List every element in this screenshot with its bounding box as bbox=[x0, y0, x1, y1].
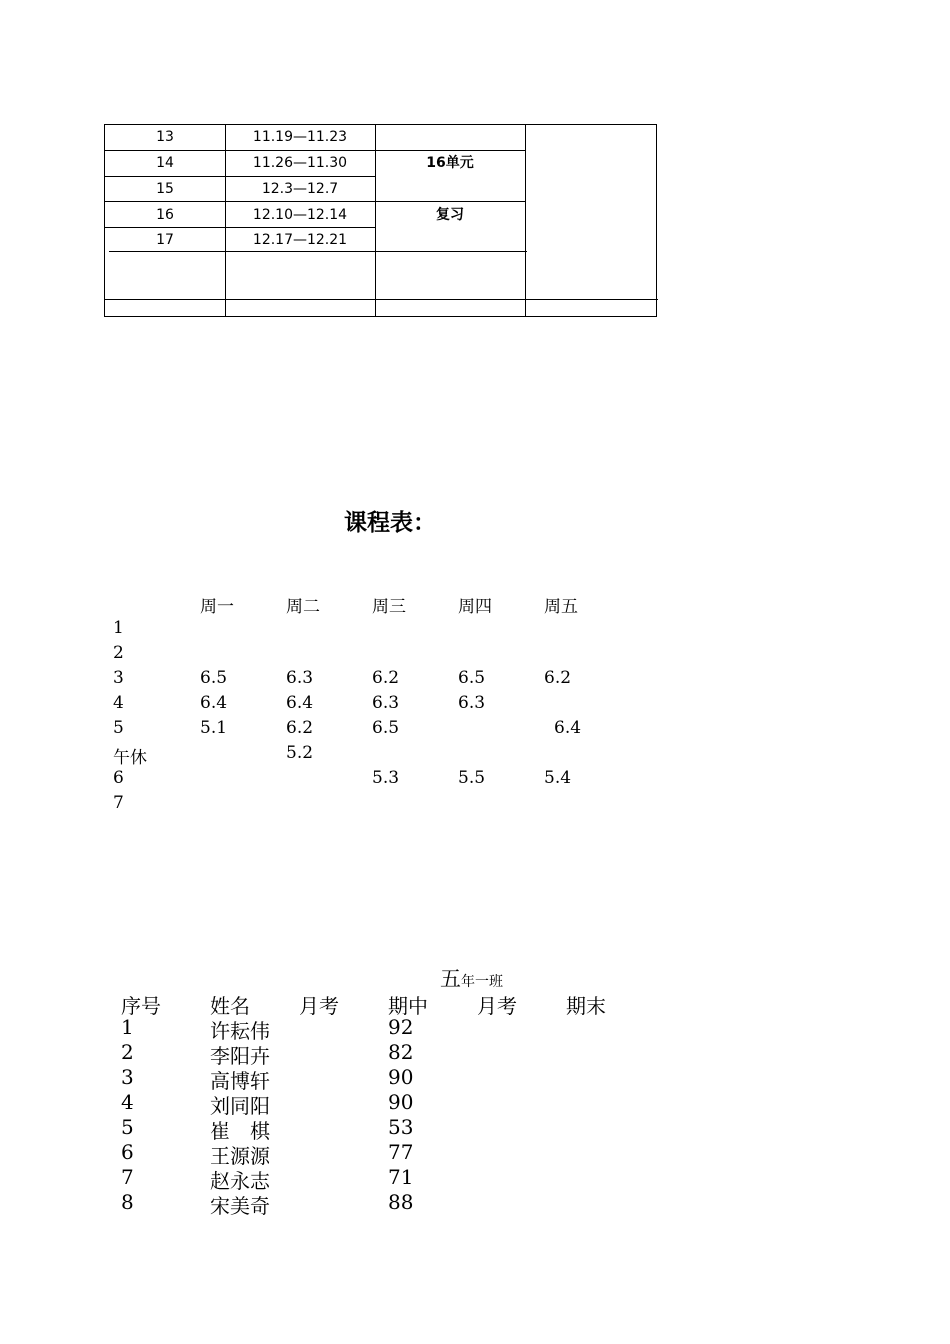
student-midterm: 90 bbox=[388, 1090, 414, 1114]
student-number: 5 bbox=[121, 1115, 134, 1139]
row-divider bbox=[105, 201, 525, 202]
schedule-cell: 6.4 bbox=[554, 718, 582, 738]
schedule-cell: 6.3 bbox=[458, 693, 486, 713]
student-number: 7 bbox=[121, 1165, 134, 1189]
period-label: 3 bbox=[113, 668, 124, 688]
student-number: 3 bbox=[121, 1065, 134, 1089]
date-range-cell: 12.17—12.21 bbox=[252, 232, 348, 248]
schedule-cell: 5.5 bbox=[458, 768, 486, 788]
schedule-header: 周三 bbox=[372, 597, 406, 617]
schedule-header: 周一 bbox=[200, 597, 234, 617]
schedule-header: 周二 bbox=[286, 597, 320, 617]
period-label: 5 bbox=[113, 718, 124, 738]
column-divider bbox=[525, 125, 526, 316]
period-label: 4 bbox=[113, 693, 124, 713]
grade-header: 序号 bbox=[121, 994, 161, 1018]
week-cell: 16 bbox=[156, 207, 174, 223]
student-name: 许耘伟 bbox=[210, 1019, 270, 1043]
grade-header: 期中 bbox=[388, 994, 428, 1018]
content-review-cell: 复习 bbox=[436, 207, 464, 223]
period-label: 7 bbox=[113, 793, 124, 813]
schedule-cell: 6.2 bbox=[286, 718, 314, 738]
row-divider bbox=[105, 299, 658, 300]
student-number: 1 bbox=[121, 1015, 134, 1039]
class-title bbox=[440, 963, 503, 993]
date-range-cell: 12.10—12.14 bbox=[252, 207, 348, 223]
week-cell: 14 bbox=[156, 155, 174, 171]
schedule-cell: 6.2 bbox=[372, 668, 400, 688]
row-divider bbox=[105, 176, 375, 177]
week-cell: 17 bbox=[156, 232, 174, 248]
schedule-cell: 6.5 bbox=[200, 668, 228, 688]
date-range-cell: 11.26—11.30 bbox=[252, 155, 348, 171]
student-name: 宋美奇 bbox=[210, 1194, 270, 1218]
content-unit-cell: 16单元 bbox=[426, 155, 474, 171]
student-midterm: 90 bbox=[388, 1065, 414, 1089]
schedule-title: 课程表： bbox=[344, 510, 436, 536]
period-label: 1 bbox=[113, 618, 124, 638]
student-name: 刘同阳 bbox=[210, 1094, 270, 1118]
schedule-cell: 6.3 bbox=[286, 668, 314, 688]
period-label: 2 bbox=[113, 643, 124, 663]
class-title-grade: 五 bbox=[440, 967, 461, 991]
schedule-cell: 6.4 bbox=[200, 693, 228, 713]
schedule-cell: 6.4 bbox=[286, 693, 314, 713]
student-number: 6 bbox=[121, 1140, 134, 1164]
grade-header: 姓名 bbox=[210, 994, 250, 1018]
row-divider bbox=[105, 227, 375, 228]
schedule-cell: 6.5 bbox=[458, 668, 486, 688]
schedule-cell: 6.3 bbox=[372, 693, 400, 713]
date-range-cell: 12.3—12.7 bbox=[261, 181, 339, 197]
schedule-cell: 5.4 bbox=[544, 768, 572, 788]
row-divider bbox=[109, 251, 527, 252]
student-midterm: 82 bbox=[388, 1040, 414, 1064]
student-name: 李阳卉 bbox=[210, 1044, 270, 1068]
student-midterm: 53 bbox=[388, 1115, 414, 1139]
row-divider bbox=[105, 150, 525, 151]
student-name: 王源源 bbox=[210, 1144, 270, 1168]
student-name: 高博轩 bbox=[210, 1069, 270, 1093]
student-number: 8 bbox=[121, 1190, 134, 1214]
grade-header: 月考 bbox=[299, 994, 339, 1018]
student-midterm: 77 bbox=[388, 1140, 414, 1164]
student-number: 2 bbox=[121, 1040, 134, 1064]
period-label: 午休 bbox=[113, 748, 147, 768]
student-midterm: 71 bbox=[388, 1165, 414, 1189]
schedule-cell: 5.2 bbox=[286, 743, 314, 763]
class-title-class: 年一班 bbox=[461, 974, 503, 990]
schedule-cell: 5.3 bbox=[372, 768, 400, 788]
student-number: 4 bbox=[121, 1090, 134, 1114]
date-range-cell: 11.19—11.23 bbox=[252, 129, 348, 145]
week-cell: 13 bbox=[156, 129, 174, 145]
schedule-cell: 5.1 bbox=[200, 718, 228, 738]
grade-header: 期末 bbox=[566, 994, 606, 1018]
student-name: 崔 棋 bbox=[210, 1119, 270, 1143]
schedule-cell: 6.2 bbox=[544, 668, 572, 688]
schedule-header: 周四 bbox=[458, 597, 492, 617]
week-cell: 15 bbox=[156, 181, 174, 197]
teaching-plan-table bbox=[104, 124, 657, 317]
schedule-header: 周五 bbox=[544, 597, 578, 617]
schedule-cell: 6.5 bbox=[372, 718, 400, 738]
period-label: 6 bbox=[113, 768, 124, 788]
grade-header: 月考 bbox=[477, 994, 517, 1018]
student-midterm: 92 bbox=[388, 1015, 414, 1039]
student-midterm: 88 bbox=[388, 1190, 414, 1214]
student-name: 赵永志 bbox=[210, 1169, 270, 1193]
